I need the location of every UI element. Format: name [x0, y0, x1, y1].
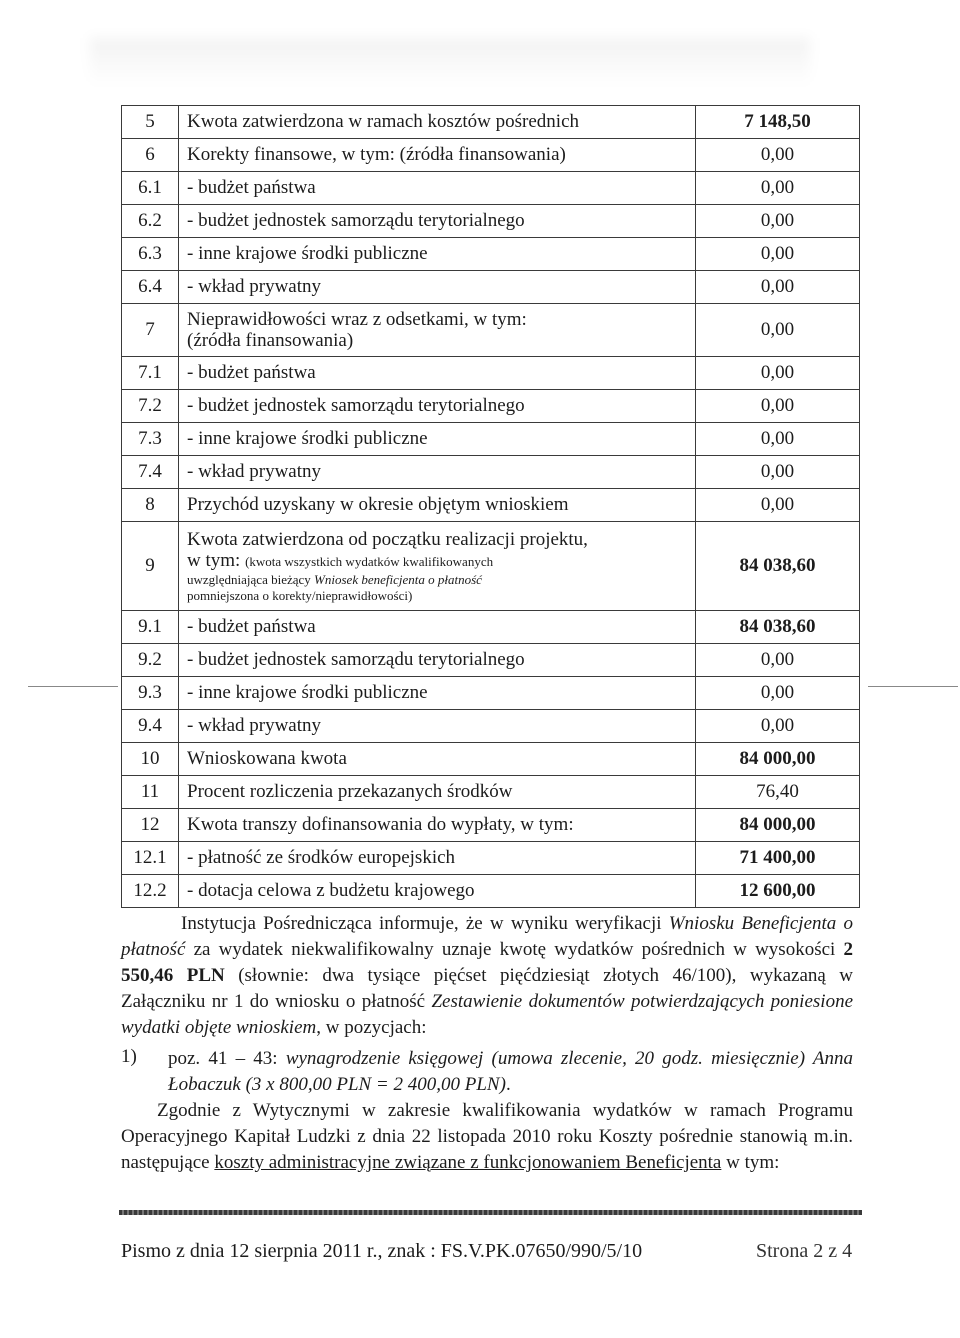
table-row	[122, 710, 860, 743]
row-description	[179, 304, 696, 357]
row-amount: 84 000,00	[696, 743, 860, 776]
row-amount: 0,00	[696, 489, 860, 522]
row-number: 9.1	[122, 611, 179, 644]
row-amount: 71 400,00	[696, 842, 860, 875]
table-row	[122, 139, 860, 172]
para1-text-e: (słownie: dwa tysiące pięćset pięćdziesiąt złotych 46/100), wykazaną w Załączniku nr 1 do wniosku o płatność	[121, 965, 854, 1012]
para1-text-g: , w pozycjach:	[316, 1017, 427, 1038]
description-prefix: w tym:	[187, 549, 241, 571]
para2-text-a: Zgodnie z Wytycznymi w zakresie kwalifikowania wydatków w ramach Programu Operacyjnego Kapitał Ludzki z dnia 22 listopada 2010 roku Koszty pośrednie stanowią m.in. następujące	[121, 1100, 853, 1173]
row-description: - płatność ze środków europejskich	[179, 842, 696, 875]
row-description: - budżet państwa	[179, 357, 696, 390]
row-amount: 0,00	[696, 139, 860, 172]
row-amount: 0,00	[696, 238, 860, 271]
row-number: 7.2	[122, 390, 179, 423]
table-row	[122, 677, 860, 710]
table-row	[122, 205, 860, 238]
table-row	[122, 776, 860, 809]
row-amount: 0,00	[696, 423, 860, 456]
para1-text-b: Wniosku Beneficjenta o płatność	[121, 913, 853, 960]
row-number: 6.1	[122, 172, 179, 205]
table-row	[122, 743, 860, 776]
table-row	[122, 456, 860, 489]
scan-mark	[28, 686, 118, 687]
table-row	[122, 390, 860, 423]
scan-mark	[868, 686, 958, 687]
row-description: - budżet jednostek samorządu terytorialnego	[179, 205, 696, 238]
description-note: (kwota wszystkich wydatków kwalifikowanych	[245, 553, 494, 569]
row-description: - budżet jednostek samorządu terytorialnego	[179, 644, 696, 677]
table-row	[122, 238, 860, 271]
description-note-italic: Wniosek beneficjenta o płatność	[314, 571, 482, 587]
row-amount: 12 600,00	[696, 875, 860, 908]
row-amount: 76,40	[696, 776, 860, 809]
row-number: 12.2	[122, 875, 179, 908]
row-description: - wkład prywatny	[179, 710, 696, 743]
row-description: Kwota transzy dofinansowania do wypłaty, w tym:	[179, 809, 696, 842]
description-line: (źródła finansowania)	[187, 330, 354, 351]
list-item-ref: poz. 41 – 43:	[168, 1048, 286, 1069]
row-description: Wnioskowana kwota	[179, 743, 696, 776]
row-number: 7.3	[122, 423, 179, 456]
row-number: 9.4	[122, 710, 179, 743]
table-row	[122, 489, 860, 522]
row-number: 9.2	[122, 644, 179, 677]
financial-summary-table	[121, 105, 860, 908]
footer-rule	[119, 1210, 862, 1215]
table-row	[122, 106, 860, 139]
para2-underlined: koszty administracyjne związane z funkcjonowaniem Beneficjenta	[214, 1152, 722, 1173]
description-line	[187, 550, 687, 572]
footer-reference: Pismo z dnia 12 sierpnia 2011 r., znak : FS.V.PK.07650/990/5/10	[121, 1240, 643, 1262]
row-description	[179, 522, 696, 611]
row-description: - dotacja celowa z budżetu krajowego	[179, 875, 696, 908]
paragraph-verification	[121, 911, 853, 1041]
table-row	[122, 875, 860, 908]
row-description: Przychód uzyskany w okresie objętym wnioskiem	[179, 489, 696, 522]
row-amount: 84 038,60	[696, 611, 860, 644]
para1-text-c: za wydatek niekwalifikowalny uznaje kwotę wydatków pośrednich w wysokości	[185, 939, 844, 960]
description-note: pomniejszona o korekty/nieprawidłowości)	[187, 587, 413, 603]
row-description: Kwota zatwierdzona w ramach kosztów pośrednich	[179, 106, 696, 139]
row-amount: 0,00	[696, 390, 860, 423]
row-number: 12.1	[122, 842, 179, 875]
para1-amount: 2 550,46 PLN	[121, 939, 853, 986]
row-number: 7.4	[122, 456, 179, 489]
row-description: - inne krajowe środki publiczne	[179, 238, 696, 271]
row-amount: 0,00	[696, 172, 860, 205]
row-amount: 0,00	[696, 304, 860, 357]
para2-text-c: w tym:	[721, 1152, 780, 1173]
row-amount: 0,00	[696, 644, 860, 677]
list-item-1	[168, 1046, 853, 1098]
row-amount: 0,00	[696, 677, 860, 710]
row-amount: 0,00	[696, 710, 860, 743]
row-amount: 0,00	[696, 271, 860, 304]
row-description: - wkład prywatny	[179, 271, 696, 304]
description-note-text: uwzględniająca bieżący	[187, 571, 315, 587]
row-description: Korekty finansowe, w tym: (źródła finansowania)	[179, 139, 696, 172]
table-row	[122, 271, 860, 304]
description-line: Kwota zatwierdzona od początku realizacji projektu,	[187, 528, 588, 550]
table-row	[122, 522, 860, 611]
row-amount: 0,00	[696, 205, 860, 238]
row-description: - budżet państwa	[179, 611, 696, 644]
row-number: 7.1	[122, 357, 179, 390]
row-description: - budżet państwa	[179, 172, 696, 205]
row-number: 7	[122, 304, 179, 357]
list-item-number: 1)	[121, 1046, 137, 1067]
description-note	[187, 572, 687, 588]
row-description: - inne krajowe środki publiczne	[179, 423, 696, 456]
paragraph-guidelines	[121, 1098, 853, 1176]
scan-shadow	[90, 38, 810, 86]
row-amount: 7 148,50	[696, 106, 860, 139]
row-amount: 84 000,00	[696, 809, 860, 842]
table-row	[122, 172, 860, 205]
row-number: 11	[122, 776, 179, 809]
row-amount: 84 038,60	[696, 522, 860, 611]
row-number: 6.2	[122, 205, 179, 238]
row-number: 6.4	[122, 271, 179, 304]
description-line: Nieprawidłowości wraz z odsetkami, w tym:	[187, 309, 527, 330]
row-number: 5	[122, 106, 179, 139]
row-description: - budżet jednostek samorządu terytorialnego	[179, 390, 696, 423]
row-number: 9.3	[122, 677, 179, 710]
row-description: - inne krajowe środki publiczne	[179, 677, 696, 710]
row-description: Procent rozliczenia przekazanych środków	[179, 776, 696, 809]
table-row	[122, 304, 860, 357]
table-row	[122, 423, 860, 456]
row-amount: 0,00	[696, 456, 860, 489]
list-item-end: .	[505, 1074, 511, 1095]
page-number: Strona 2 z 4	[756, 1240, 853, 1262]
row-number: 10	[122, 743, 179, 776]
table-row	[122, 842, 860, 875]
row-number: 8	[122, 489, 179, 522]
row-amount: 0,00	[696, 357, 860, 390]
table-row	[122, 644, 860, 677]
row-number: 9	[122, 522, 179, 611]
table-row	[122, 357, 860, 390]
row-number: 6.3	[122, 238, 179, 271]
para1-text-a: Instytucja Pośrednicząca informuje, że w wyniku weryfikacji	[181, 913, 669, 934]
row-number: 12	[122, 809, 179, 842]
list-item-detail: wynagrodzenie księgowej (umowa zlecenie, 20 godz. miesięcznie) Anna Łobaczuk (3 x 800,00 PLN = 2 400,00 PLN)	[168, 1048, 853, 1095]
table-row	[122, 809, 860, 842]
row-number: 6	[122, 139, 179, 172]
table-row	[122, 611, 860, 644]
row-description: - wkład prywatny	[179, 456, 696, 489]
para1-text-f: Zestawienie dokumentów potwierdzających poniesione wydatki objęte wnioskiem	[121, 991, 854, 1038]
